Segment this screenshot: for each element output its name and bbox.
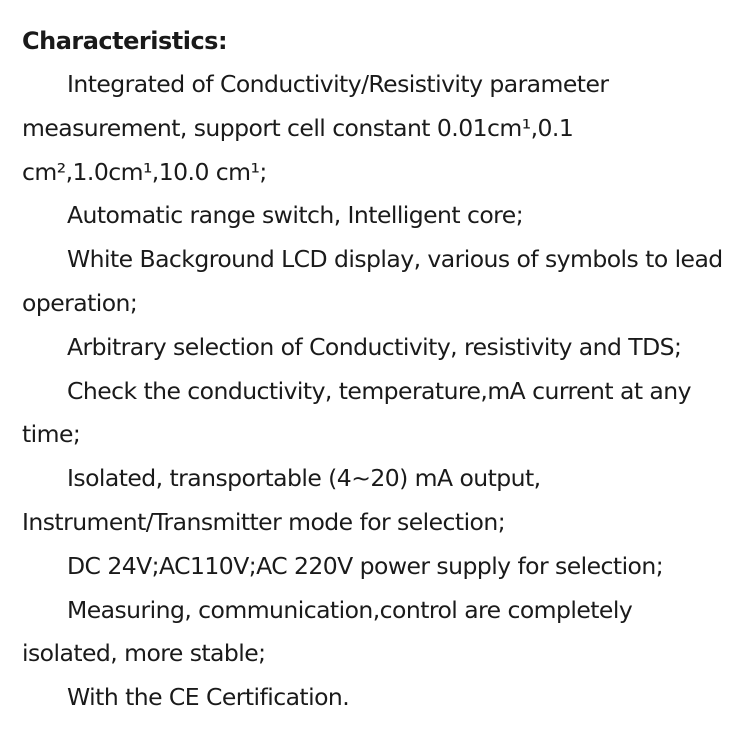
text-line: Integrated of Conductivity/Resistivity parameter	[67, 70, 609, 98]
text-line: Check the conductivity, temperature,mA current at any	[67, 376, 691, 405]
text-line: White Background LCD display, various of symbols to lead	[67, 245, 723, 274]
text-line: cm²,1.0cm¹,10.0 cm¹;	[22, 157, 267, 186]
text-line: With the CE Certification.	[67, 683, 350, 712]
text-line: Automatic range switch, Intelligent core;	[67, 201, 524, 230]
text-line: measurement, support cell constant 0.01cm¹,0.1	[22, 113, 574, 142]
text-line: operation;	[22, 288, 138, 317]
text-line: Arbitrary selection of Conductivity, resistivity and TDS;	[67, 332, 682, 361]
section-heading: Characteristics:	[22, 27, 228, 55]
text-line: isolated, more stable;	[22, 639, 266, 668]
text-line: Isolated, transportable (4~20) mA output,	[67, 464, 541, 493]
text-line: DC 24V;AC110V;AC 220V power supply for selection;	[67, 551, 664, 580]
text-line: Measuring, communication,control are completely	[67, 595, 633, 624]
text-line: time;	[22, 420, 81, 449]
characteristics-section	[22, 19, 738, 720]
text-line: Instrument/Transmitter mode for selection;	[22, 507, 506, 536]
